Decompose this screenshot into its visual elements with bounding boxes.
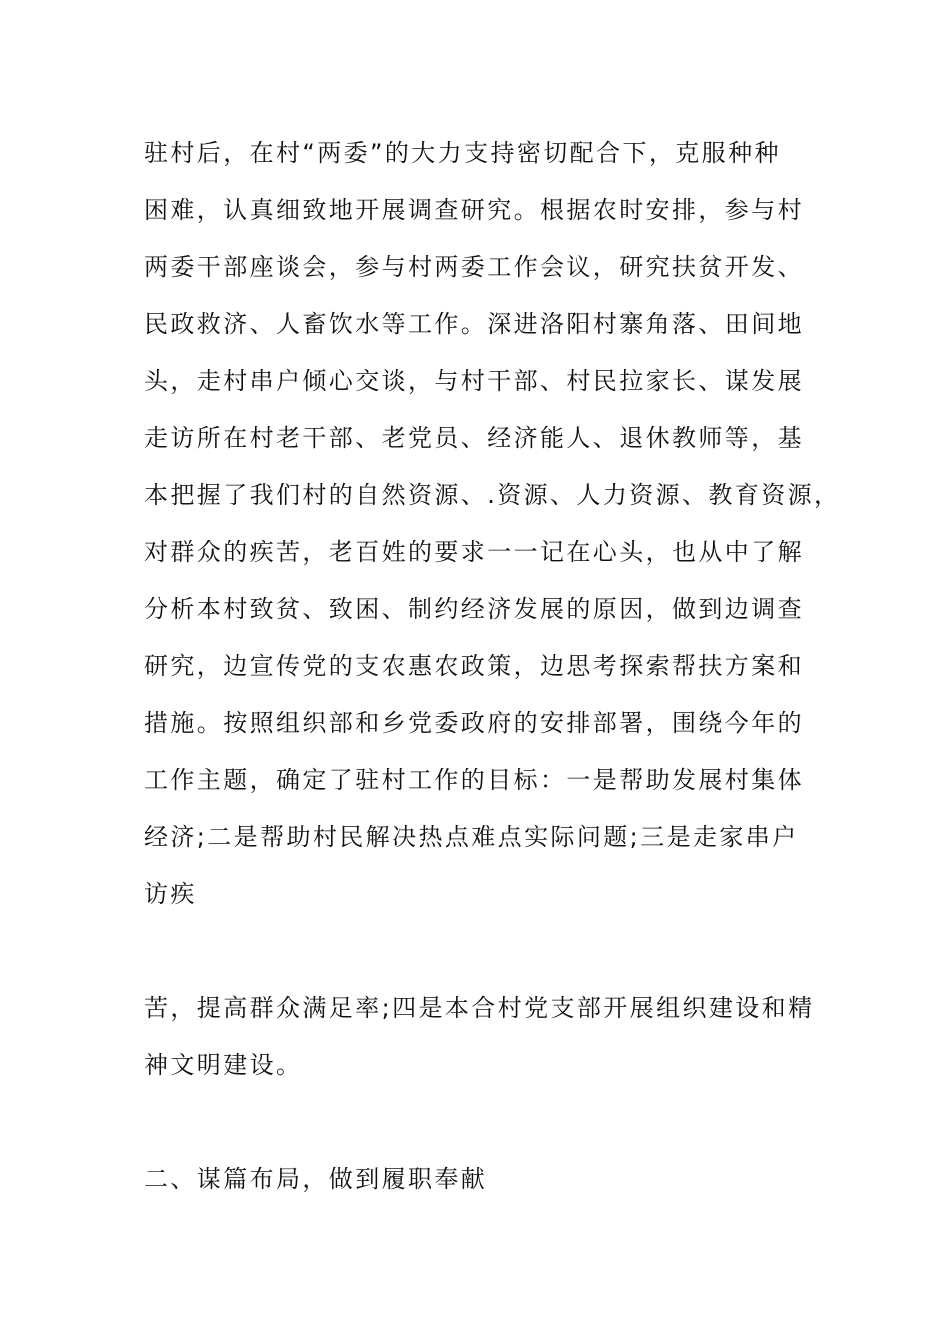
- paragraph-line: 驻村后，在村“两委”的大力支持密切配合下，克服种种: [144, 139, 781, 167]
- paragraph-line: 工作主题，确定了驻村工作的目标：一是帮助发展村集体: [144, 766, 804, 794]
- paragraph-line: 研究，边宣传党的支农惠农政策，边思考探索帮扶方案和: [144, 652, 804, 680]
- section-heading: 二、谋篇布局，做到履职奉献: [144, 1165, 488, 1193]
- paragraph-line: 本把握了我们村的自然资源、.资源、人力资源、教育资源，: [144, 481, 841, 509]
- paragraph-line: 两委干部座谈会，参与村两委工作会议，研究扶贫开发、: [144, 253, 804, 281]
- paragraph-line: 访疾: [144, 880, 197, 908]
- paragraph-line: 经济;二是帮助村民解决热点难点实际问题;三是走家串户: [144, 823, 799, 851]
- paragraph-line: 民政救济、人畜饮水等工作。深进洛阳村寨角落、田间地: [144, 310, 804, 338]
- paragraph-line: 对群众的疾苦，老百姓的要求一一记在心头，也从中了解: [144, 538, 804, 566]
- paragraph-line: 走访所在村老干部、老党员、经济能人、退休教师等，基: [144, 424, 804, 452]
- paragraph-line: 困难，认真细致地开展调查研究。根据农时安排，参与村: [144, 196, 804, 224]
- paragraph-line: 分析本村致贫、致困、制约经济发展的原因，做到边调查: [144, 595, 804, 623]
- paragraph-line: 头，走村串户倾心交谈，与村干部、村民拉家长、谋发展: [144, 367, 804, 395]
- paragraph-line: 措施。按照组织部和乡党委政府的安排部署，围绕今年的: [144, 709, 804, 737]
- paragraph-line: 神文明建设。: [144, 1051, 303, 1079]
- paragraph-line: 苦，提高群众满足率;四是本合村党支部开展组织建设和精: [144, 994, 815, 1022]
